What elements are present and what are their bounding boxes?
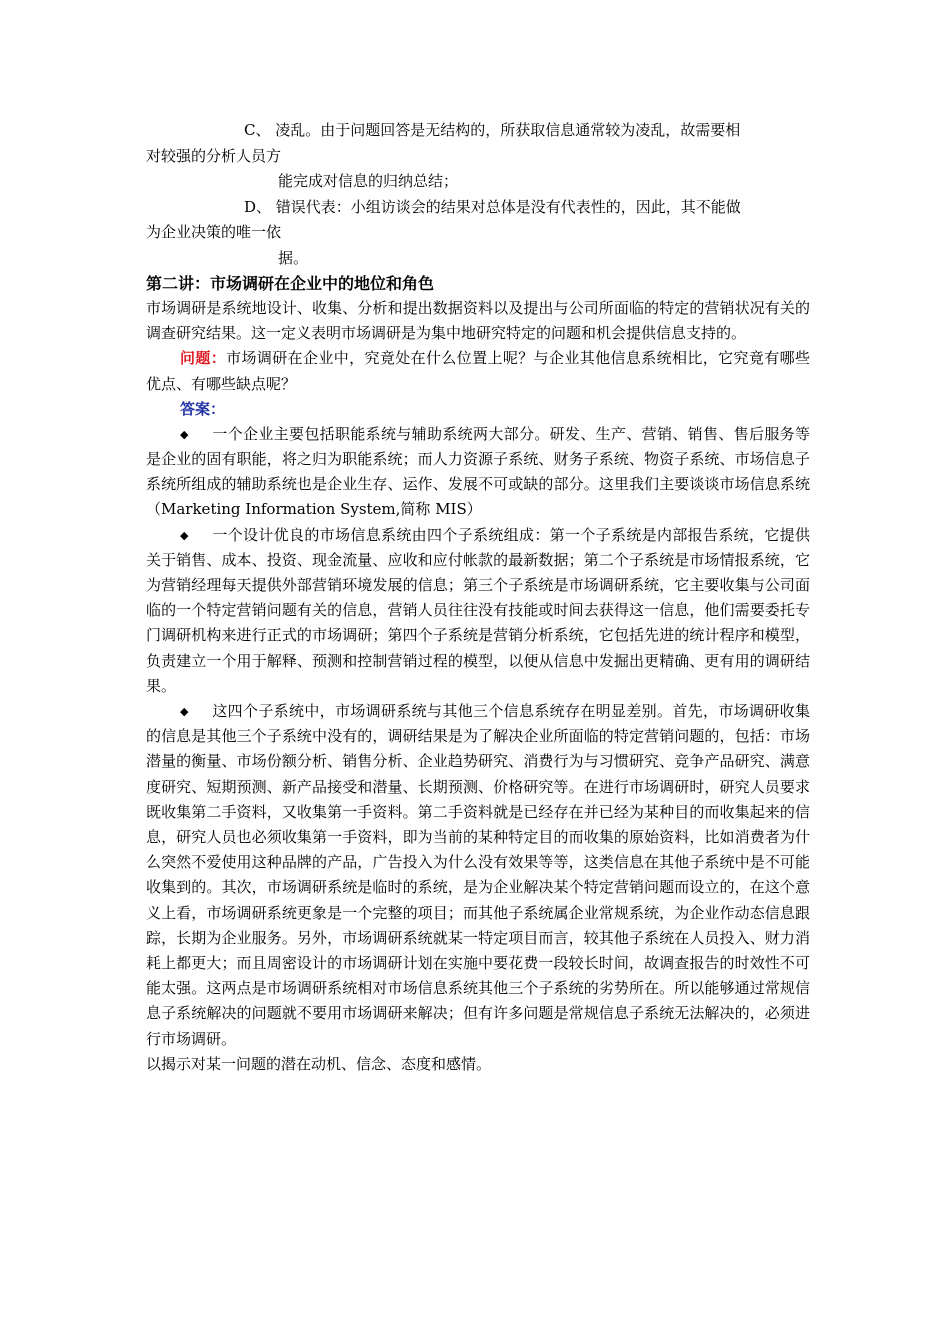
intro-paragraph: 市场调研是系统地设计、收集、分析和提出数据资料以及提出与公司所面临的特定的营销状况有关的调查研究结果。这一定义表明市场调研是为集中地研究特定的问题和机会提供信息支持的。 bbox=[146, 299, 810, 343]
answer-label: 答案： bbox=[180, 399, 226, 418]
item-c-line-3: 能完成对信息的归纳总结； bbox=[278, 172, 459, 190]
item-c-line-1: C、 凌乱。由于问题回答是无结构的，所获取信息通常较为凌乱，故需要相 bbox=[244, 121, 741, 139]
bullet-paragraph bbox=[146, 422, 810, 523]
question-label: 问题： bbox=[180, 349, 227, 368]
document-body bbox=[146, 118, 810, 1077]
bullet-text: 一个设计优良的市场信息系统由四个子系统组成：第一个子系统是内部报告系统，它提供关于销售、成本、投资、现金流量、应收和应付帐款的最新数据；第二个子系统是市场情报系统，它为营销经理每天提供外部营销环境发展的信息；第三个子系统是市场调研系统，它主要收集与公司面临的一个特定营销问题有关的信息，营销人员往往没有技能或时间去获得这一信息，他们需要委托专门调研机构来进行正式的市场调研；第四个子系统是营销分析系统，它包括先进的统计程序和模型，负责建立一个用于解释、预测和控制营销过程的模型，以便从信息中发掘出更精确、更有用的调研结果。 bbox=[146, 525, 810, 695]
bullet-paragraph bbox=[146, 523, 810, 699]
item-d-line-2: 为企业决策的唯一依 bbox=[146, 223, 282, 241]
question-text: 市场调研在企业中，究竟处在什么位置上呢？与企业其他信息系统相比，它究竟有哪些优点、有哪些缺点呢？ bbox=[146, 349, 810, 393]
closing-line: 以揭示对某一问题的潜在动机、信念、态度和感情。 bbox=[146, 1054, 492, 1073]
diamond-bullet-icon: ◆ bbox=[180, 705, 189, 719]
item-d-line-1: D、 错误代表：小组访谈会的结果对总体是没有代表性的，因此，其不能做 bbox=[244, 197, 741, 216]
diamond-bullet-icon: ◆ bbox=[180, 427, 189, 441]
bullet-paragraph bbox=[146, 699, 810, 1052]
bullet-text: 一个企业主要包括职能系统与辅助系统两大部分。研发、生产、营销、销售、售后服务等是企业的固有职能，将之归为职能系统；而人力资源子系统、财务子系统、物资子系统、市场信息子系统所组成的辅助系统也是企业生存、运作、发展不可或缺的部分。这里我们主要谈谈市场信息系统（Marketing Information System,简称 MIS） bbox=[146, 424, 810, 519]
diamond-bullet-icon: ◆ bbox=[180, 528, 189, 542]
question-paragraph bbox=[146, 346, 810, 396]
item-c-line-2: 对较强的分析人员方 bbox=[146, 146, 282, 165]
bullet-text: 这四个子系统中，市场调研系统与其他三个信息系统存在明显差别。首先，市场调研收集的信息是其他三个子系统中没有的，调研结果是为了解决企业所面临的特定营销问题的，包括：市场潜量的衡量、市场份额分析、销售分析、企业趋势研究、消费行为与习惯研究、竞争产品研究、满意度研究、短期预测、新产品接受和潜量、长期预测、价格研究等。在进行市场调研时，研究人员要求既收集第二手资料，又收集第一手资料。第二手资料就是已经存在并已经为某种目的而收集起来的信息，研究人员也必须收集第一手资料，即为当前的某种特定目的而收集的原始资料，比如消费者为什么突然不爱使用这种品牌的产品，广告投入为什么没有效果等等，这类信息在其他子系统中是不可能收集到的。其次，市场调研系统是临时的系统，是为企业解决某个特定营销问题而设立的，在这个意义上看，市场调研系统更象是一个完整的项目；而其他子系统属企业常规系统，为企业作动态信息跟踪，长期为企业服务。另外，市场调研系统就某一特定项目而言，较其他子系统在人员投入、财力消耗上都更大；而且周密设计的市场调研计划在实施中要花费一段较长时间，故调查报告的时效性不可能太强。这两点是市场调研系统相对市场信息系统其他三个子系统的劣势所在。所以能够通过常规信息子系统解决的问题就不要用市场调研来解决；但有许多问题是常规信息子系统无法解决的，必须进行市场调研。 bbox=[146, 702, 810, 1048]
section-heading: 第二讲：市场调研在企业中的地位和角色 bbox=[146, 274, 435, 293]
item-d-line-3: 据。 bbox=[278, 248, 309, 267]
